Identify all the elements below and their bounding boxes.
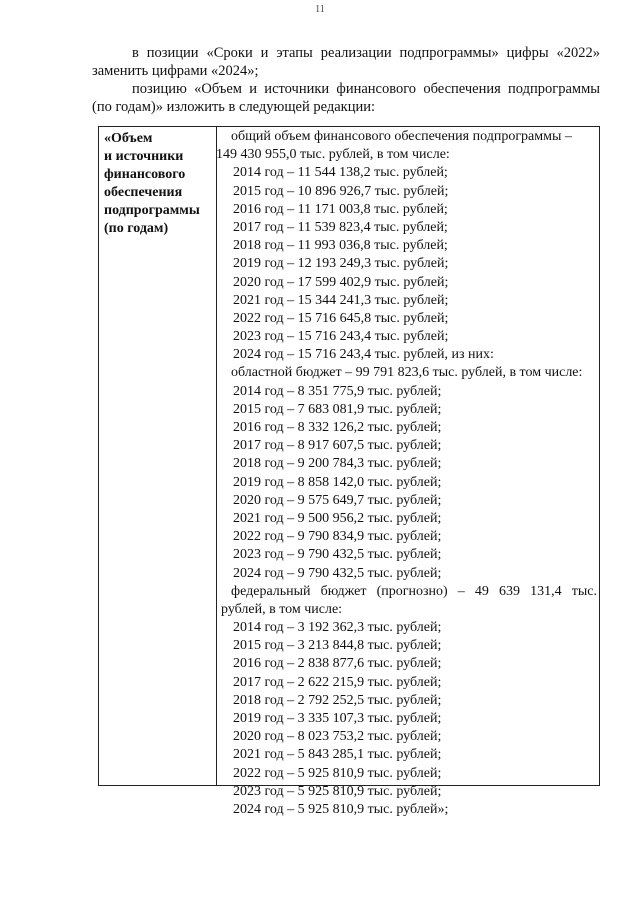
- federal-budget-line: рублей, в том числе:: [221, 601, 343, 617]
- federal-year-line: 2024 год – 5 925 810,9 тыс. рублей»;: [233, 801, 449, 817]
- total-year-line: 2017 год – 11 539 823,4 тыс. рублей;: [233, 219, 448, 235]
- federal-line-word: тыс.: [571, 583, 597, 599]
- total-year-line: 2014 год – 11 544 138,2 тыс. рублей;: [233, 165, 448, 181]
- federal-line-word: 131,4: [530, 583, 562, 599]
- table-column-divider: [216, 126, 217, 786]
- total-year-line: 2016 год – 11 171 003,8 тыс. рублей;: [233, 201, 448, 217]
- federal-year-line: 2020 год – 8 023 753,2 тыс. рублей;: [233, 729, 442, 745]
- heading-line: обеспечения: [104, 185, 183, 200]
- regional-year-line: 2022 год – 9 790 834,9 тыс. рублей;: [233, 529, 442, 545]
- federal-line-word: (прогнозно): [376, 583, 448, 599]
- federal-budget-line: [221, 583, 597, 601]
- total-year-line: 2020 год – 17 599 402,9 тыс. рублей;: [233, 274, 449, 290]
- table-content-cell: [216, 128, 597, 819]
- regional-year-line: 2015 год – 7 683 081,9 тыс. рублей;: [233, 401, 442, 417]
- heading-line: финансового: [104, 167, 186, 182]
- regional-year-line: 2014 год – 8 351 775,9 тыс. рублей;: [233, 383, 442, 399]
- regional-year-line: 2021 год – 9 500 956,2 тыс. рублей;: [233, 510, 442, 526]
- regional-budget-line: областной бюджет – 99 791 823,6 тыс. рублей, в том числе:: [231, 365, 583, 381]
- federal-year-line: 2015 год – 3 213 844,8 тыс. рублей;: [233, 638, 442, 654]
- table-heading-cell: [104, 130, 214, 238]
- federal-line-word: 49: [474, 583, 489, 599]
- regional-year-line: 2024 год – 9 790 432,5 тыс. рублей;: [233, 565, 442, 581]
- federal-year-line: 2016 год – 2 838 877,6 тыс. рублей;: [233, 656, 442, 672]
- federal-line-word: бюджет: [320, 583, 367, 599]
- total-line: общий объем финансового обеспечения подпрограммы –: [231, 129, 572, 144]
- federal-year-line: 2019 год – 3 335 107,3 тыс. рублей;: [233, 711, 442, 726]
- federal-year-line: 2022 год – 5 925 810,9 тыс. рублей;: [233, 765, 442, 781]
- federal-year-line: 2018 год – 2 792 252,5 тыс. рублей;: [233, 692, 442, 708]
- total-year-line: 2019 год – 12 193 249,3 тыс. рублей;: [233, 256, 449, 272]
- heading-line: «Объем: [104, 131, 153, 146]
- regional-year-line: 2023 год – 9 790 432,5 тыс. рублей;: [233, 547, 442, 563]
- total-year-line: 2018 год – 11 993 036,8 тыс. рублей;: [233, 238, 448, 254]
- paragraph-funding-intro: позицию «Объем и источники финансового обеспечения подпрограммы (по годам)» изложить в следующей редакции:: [92, 81, 600, 115]
- heading-line: (по годам): [104, 221, 169, 236]
- regional-year-line: 2016 год – 8 332 126,2 тыс. рублей;: [233, 420, 442, 435]
- total-year-line: 2015 год – 10 896 926,7 тыс. рублей;: [233, 183, 449, 199]
- heading-line: подпрограммы: [104, 203, 200, 218]
- federal-line-word: 639: [499, 583, 520, 599]
- regional-year-line: 2017 год – 8 917 607,5 тыс. рублей;: [233, 438, 442, 454]
- total-line: 149 430 955,0 тыс. рублей, в том числе:: [216, 147, 450, 163]
- paragraph-deadlines: в позиции «Сроки и этапы реализации подпрограммы» цифры «2022» заменить цифрами «2024»;: [92, 45, 600, 79]
- federal-year-line: 2014 год – 3 192 362,3 тыс. рублей;: [233, 620, 442, 636]
- federal-year-line: 2017 год – 2 622 215,9 тыс. рублей;: [233, 674, 442, 690]
- heading-line: и источники: [104, 149, 184, 164]
- regional-year-line: 2020 год – 9 575 649,7 тыс. рублей;: [233, 492, 442, 508]
- page-number: 11: [315, 4, 325, 15]
- federal-year-line: 2021 год – 5 843 285,1 тыс. рублей;: [233, 747, 442, 763]
- total-year-line: 2023 год – 15 716 243,4 тыс. рублей;: [233, 329, 449, 345]
- regional-year-line: 2019 год – 8 858 142,0 тыс. рублей;: [233, 474, 442, 490]
- total-year-line: 2024 год – 15 716 243,4 тыс. рублей, из них:: [233, 347, 494, 363]
- total-year-line: 2022 год – 15 716 645,8 тыс. рублей;: [233, 310, 449, 326]
- federal-line-word: –: [457, 583, 465, 599]
- total-year-line: 2021 год – 15 344 241,3 тыс. рублей;: [233, 292, 449, 308]
- federal-line-word: федеральный: [231, 583, 311, 599]
- regional-year-line: 2018 год – 9 200 784,3 тыс. рублей;: [233, 456, 442, 472]
- federal-year-line: 2023 год – 5 925 810,9 тыс. рублей;: [233, 783, 442, 799]
